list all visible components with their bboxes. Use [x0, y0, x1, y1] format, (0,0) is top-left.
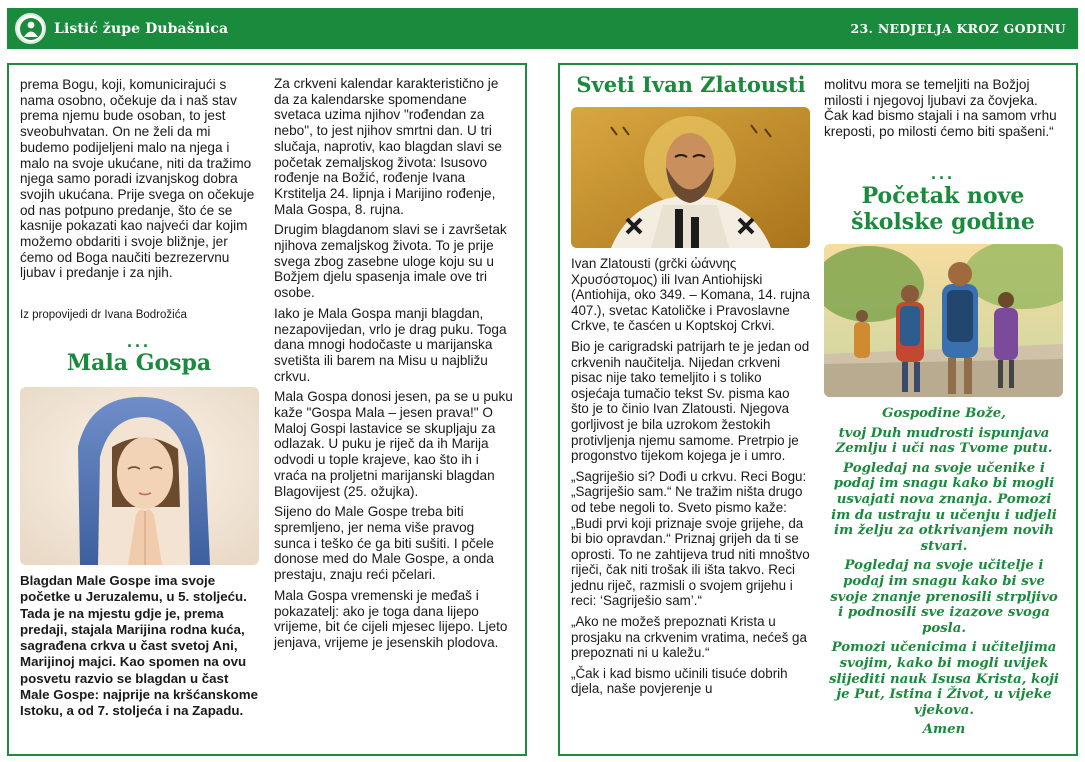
liturgical-week: 23. NEDJELJA KROZ GODINU — [850, 21, 1066, 36]
autumn-paragraph: Mala Gospa donosi jesen, pa se u puku kaže "Gospa Mala – jesen prava!" O Maloj Gospi lastavice se skupljaju za odlazak. U puku je riječ da ih Marija odvodi u tople krajeve, kao što ih i vraća na proljetni marijanski blagdan Blagovijest (25. ožujka). — [274, 389, 513, 499]
second-feast-paragraph: Drugim blagdanom slavi se i završetak njihova zemaljskog života. To je prije svega zbog zasebne uloge koju su u Božjem djelu spasenja imale ove tri osobe. — [274, 222, 507, 301]
header-bar — [7, 8, 1078, 49]
sermon-source: Iz propovijedi dr Ivana Bodrožića — [20, 309, 187, 321]
patriarch-paragraph: Bio je carigradski patrijarh te je jedan od crkvenih naučitelja. Nijedan crkveni pisac nije tako temeljito i s toliko osjećaja tumačio tekst Sv. pisma kao što je to činio Ivan Zlatousti. Njegova gorljivost je bila uzrokom žestokih protivljenja njemu samome. Pretrpio je progonstvo tijekom kojega je i umro. — [571, 338, 810, 464]
weather-paragraph: Mala Gospa vremenski je međaš i pokazatelj: ako je toga dana lijepo vrijeme, bit će cijeli mjesec lijepo. Ljeto jenjava, vrijeme je jesenskih plodova. — [274, 587, 508, 650]
right-column-1 — [571, 256, 811, 697]
right-column-2 — [824, 77, 1062, 140]
prayer-line-1: Gospodine Bože, — [882, 406, 1006, 421]
good-works-quote: „Čak i kad bismo učinili tisuće dobrih djela, naše povjerenje u — [571, 665, 788, 697]
bulletin-title: Listić župe Dubašnica — [54, 20, 229, 37]
beggar-quote: „Ako ne možeš prepoznati Krista u prosjaku na crkvenim vratima, nećeš ga prepoznati ni u kaležu.“ — [571, 614, 807, 661]
confession-quote: „Sagriješio si? Dođi u crkvu. Reci Bogu: „Sagriješio sam.“ Ne tražim ništa drugo od tebe negoli to. Sveto pismo kaže: „Budi prvi koji priznaje svoje grijehe, da bi bio opravdan.“ Priznaj grijeh da ti se oprosti. To ne zahtijeva trud niti mnoštvo riječi, čak niti trošak ili išta takvo. Reci jednu riječ, razmisli o svojem grijehu i reci: ‘Sagriješio sam’.“ — [571, 468, 810, 609]
header-left — [15, 13, 228, 44]
prayer-amen: Amen — [922, 722, 966, 738]
prayer-line-3: Pogledaj na svoje učenike i podaj im snagu kako bi mogli usvajati nova znanja. Pomozi im da ustraju u učenju i udjeli im želju za otkrivanjem novih stvari. — [831, 460, 1057, 554]
hay-bees-paragraph: Sijeno do Male Gospe treba biti spremljeno, jer nema više pravog sunca i teško će ga biti sušiti. I pčele donose med do Male Gospe, a onda prestaju, znaju reći pčelari. — [274, 504, 494, 583]
calendar-paragraph: Za crkveni kalendar karakteristično je da za kalendarske spomendane svetaca uzima njihov "rođendan za nebo", to jest njihov smrtni dan. U tri slučaja, naprotiv, kao blagdan slavi se početak zemaljskog života: Isusovo rođenje na Božić, rođenje Ivana Krstitelja 24. lipnja i Marijino rođenje, Mala Gospa, 8. rujna. — [274, 76, 502, 217]
prayer-line-5: Pomozi učenicima i učiteljima svojim, kako bi mogli uvijek slijediti nauk Isusa Krista, koji je Put, Istina i Život, u vijeke vjekova. — [829, 640, 1059, 718]
school-year-heading-line-1: Početak nove — [861, 183, 1025, 209]
quote-continuation: molitvu mora se temeljiti na Božjoj milosti i njegovoj ljubavi za čovjeka. Čak kad bismo stajali i na samom vrhu kreposti, po milosti ćemo biti spašeni.“ — [824, 77, 1057, 140]
saint-john-heading: Sveti Ivan Zlatousti — [576, 72, 806, 97]
school-prayer — [826, 406, 1062, 742]
school-year-heading — [824, 183, 1062, 235]
prayer-line-4: Pogledaj na svoje učitelje i podaj im snagu kako bi sve svoje znanje prenosili strpljivo i podnosili sve izazove svoga posla. — [830, 558, 1058, 636]
virgin-mary-image — [20, 387, 259, 565]
saint-bio-paragraph: Ivan Zlatousti (grčki ὠάννης Χρυσόστομος) ili Ivan Antiohijski (Antiohija, oko 349. – Komana, 14. rujna 407.), svetac Katoličke i Pravoslavne Crkve, te časćen u Koptskoj Crkvi. — [571, 256, 810, 334]
section-divider-dots-2: ... — [930, 163, 955, 183]
pilgrimage-paragraph: Iako je Mala Gospa manji blagdan, nezapovijedan, vrlo je drag puku. Toga dana mnogi hodočaste u marijanska svetišta ili barem na Misu u najbližu crkvu. — [274, 305, 507, 384]
left-column-2 — [274, 76, 514, 651]
section-divider-dots: ... — [126, 331, 151, 351]
saint-john-icon-image — [571, 107, 810, 248]
school-year-heading-line-2: školske godine — [851, 209, 1035, 235]
schoolchildren-image — [824, 244, 1063, 397]
mala-gospa-heading: Mala Gospa — [66, 350, 212, 376]
prayer-line-2: tvoj Duh mudrosti ispunjava Zemlju i uči nas Tvome putu. — [835, 425, 1053, 457]
sermon-paragraph: prema Bogu, koji, komunicirajući s nama osobno, očekuje da i naš stav prema njemu bude osoban, to jest sveobuhvatan. On ne želi da mi budemo podijeljeni malo na njega i malo na svoje ukućane, niti da tražimo njega samo poradi izvanjskog dobra svojih ukućana. Prije svega on očekuje od nas potpuno predanje, što će se kasnije pokazati kao najveći dar kojim možemo obdariti i svoje bližnje, jer ćemo od Boga naučiti bezrezervnu ljubav i predanje i za njih. — [20, 77, 255, 281]
left-column-1 — [20, 77, 258, 286]
parish-logo-icon — [15, 13, 46, 44]
mala-gospa-intro: Blagdan Male Gospe ima svoje početke u Jeruzalemu, u 5. stoljeću. Tada je na mjestu gdje je, prema predaji, stajala Marijina rodna kuća, sagrađena crkva u čast svetoj Ani, Marijinoj majci. Kao spomen na ovu posvetu razvio se blagdan u čast Male Gospe: najprije na kršćanskome Istoku, a od 7. stoljeća i na Zapadu. — [20, 573, 258, 719]
